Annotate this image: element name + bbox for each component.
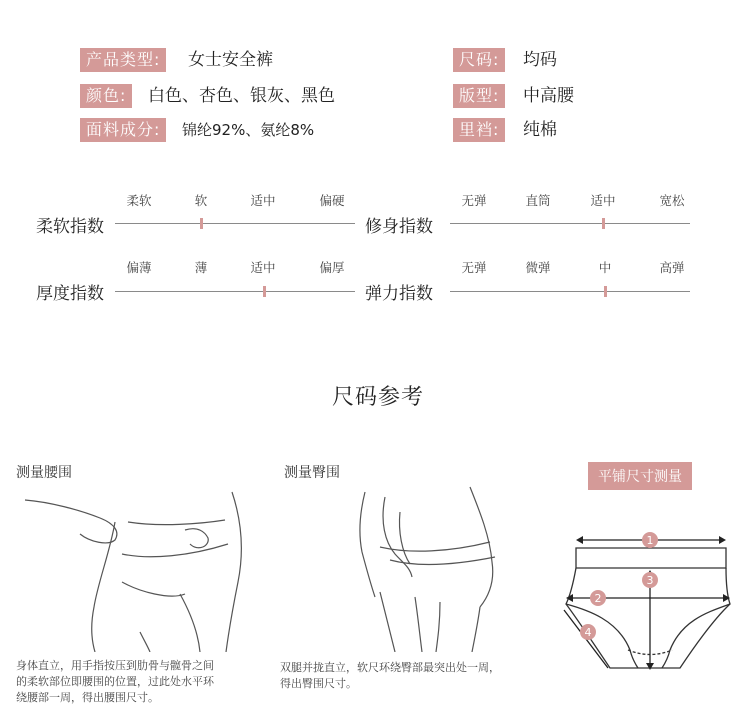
- fit-value: 中高腰: [523, 86, 574, 106]
- thickness-tick-3: 适中: [250, 260, 276, 275]
- thickness-tick-4: 偏厚: [319, 260, 345, 275]
- flat-measure-tag: 平铺尺寸测量: [588, 462, 692, 490]
- elasticity-line: [450, 291, 690, 292]
- fit-label: 版型:: [453, 84, 505, 108]
- thickness-label: 厚度指数: [36, 284, 104, 304]
- softness-tick-3: 适中: [250, 193, 276, 208]
- size-reference-title: 尺码参考: [332, 385, 425, 410]
- slimming-tick-2: 直筒: [525, 193, 551, 208]
- hip-illustration: [340, 482, 510, 652]
- lining-value: 纯棉: [523, 120, 557, 140]
- waist-illustration: [20, 482, 260, 652]
- elasticity-tick-3: 中: [598, 260, 612, 275]
- softness-tick-1: 柔软: [126, 193, 152, 208]
- svg-text:4: 4: [584, 626, 592, 639]
- elasticity-tick-2: 微弹: [525, 260, 551, 275]
- size-value: 均码: [523, 50, 557, 70]
- softness-label: 柔软指数: [36, 217, 104, 237]
- thickness-marker: [263, 286, 266, 297]
- slimming-label: 修身指数: [365, 217, 433, 237]
- flat-marker-3: [642, 572, 658, 588]
- hip-desc-line-2: 得出臀围尺寸。: [280, 677, 357, 690]
- thickness-tick-1: 偏薄: [126, 260, 152, 275]
- elasticity-marker: [604, 286, 607, 297]
- thickness-tick-2: 薄: [194, 260, 208, 275]
- softness-marker: [200, 218, 203, 229]
- slimming-tick-3: 适中: [590, 193, 616, 208]
- product-type-label: 产品类型:: [80, 48, 166, 72]
- fabric-value: 锦纶92%、氨纶8%: [182, 121, 315, 139]
- flat-marker-2: [590, 590, 606, 606]
- color-label: 颜色:: [80, 84, 132, 108]
- elasticity-tick-1: 无弹: [461, 260, 487, 275]
- fabric-label: 面料成分:: [80, 118, 166, 142]
- flat-marker-1: [642, 532, 658, 548]
- size-label: 尺码:: [453, 48, 505, 72]
- slimming-marker: [602, 218, 605, 229]
- thickness-line: [115, 291, 355, 292]
- svg-text:2: 2: [594, 592, 602, 605]
- color-value: 白色、杏色、银灰、黑色: [148, 86, 335, 106]
- hip-desc-line-1: 双腿并拢直立，软尺环绕臀部最突出处一周，: [280, 661, 500, 674]
- slimming-tick-4: 宽松: [659, 193, 685, 208]
- svg-text:1: 1: [646, 534, 654, 547]
- hip-description: [280, 660, 520, 692]
- waist-desc-line-1: 身体直立，用手指按压到肋骨与髋骨之间: [16, 659, 214, 672]
- lining-label: 里裆:: [453, 118, 505, 142]
- waist-desc-line-3: 绕腰部一周，得出腰围尺寸。: [16, 691, 159, 704]
- slimming-tick-1: 无弹: [461, 193, 487, 208]
- waist-title: 测量腰围: [16, 465, 72, 481]
- flat-marker-4: [580, 624, 596, 640]
- slimming-line: [450, 223, 690, 224]
- softness-line: [115, 223, 355, 224]
- flat-diagram: [558, 520, 738, 680]
- hip-title: 测量臀围: [284, 465, 340, 481]
- waist-desc-line-2: 的柔软部位即腰围的位置，过此处水平环: [16, 675, 214, 688]
- waist-description: [16, 658, 246, 706]
- svg-text:3: 3: [646, 574, 654, 587]
- softness-tick-4: 偏硬: [319, 193, 345, 208]
- softness-tick-2: 软: [194, 193, 208, 208]
- product-type-value: 女士安全裤: [188, 50, 273, 70]
- elasticity-label: 弹力指数: [365, 284, 433, 304]
- elasticity-tick-4: 高弹: [659, 260, 685, 275]
